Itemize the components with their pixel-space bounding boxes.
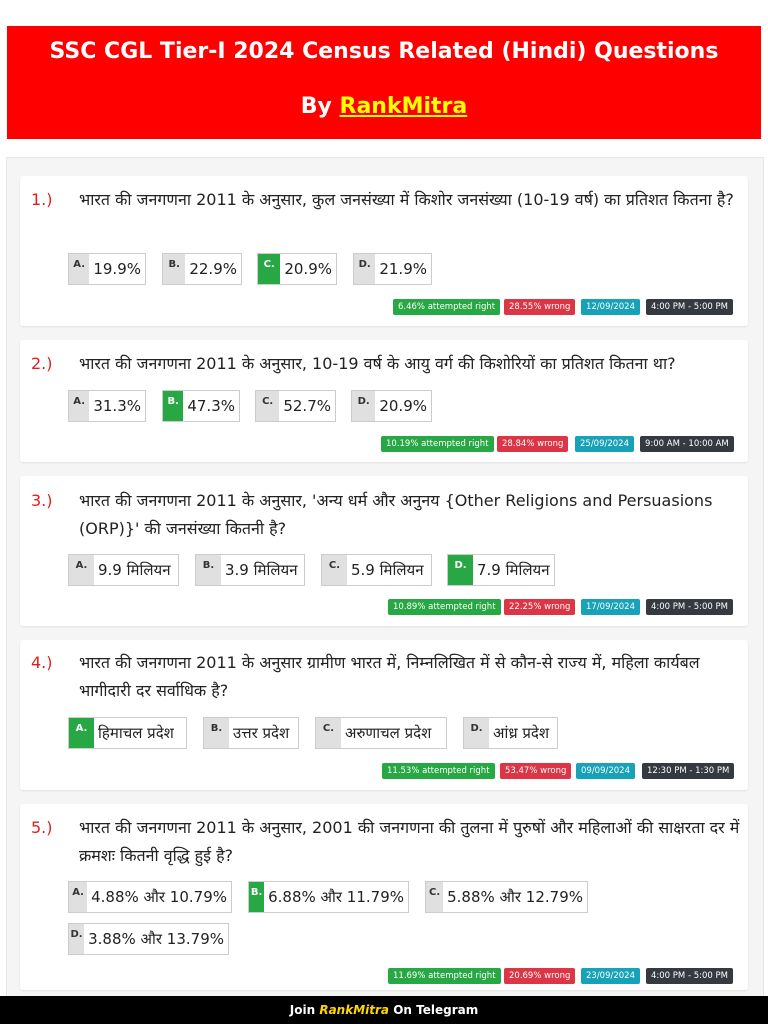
option-text: 22.9% xyxy=(189,260,237,278)
option-a[interactable] xyxy=(68,253,146,285)
option-b[interactable] xyxy=(203,717,299,749)
option-text: 9.9 मिलियन xyxy=(98,561,171,579)
option-letter: A. xyxy=(69,254,89,284)
option-letter: A. xyxy=(69,555,94,585)
date-badge: 23/09/2024 xyxy=(581,968,640,984)
brand-link[interactable]: RankMitra xyxy=(339,94,468,119)
option-letter: D. xyxy=(352,391,375,421)
option-a[interactable] xyxy=(68,554,179,586)
option-d[interactable] xyxy=(447,554,555,586)
question-text: भारत की जनगणना 2011 के अनुसार ग्रामीण भारत में, निम्नलिखित में से कौन-से राज्य में, महिला कार्यबल भागीदारी दर सर्वाधिक है? xyxy=(79,653,700,700)
option-text: अरुणाचल प्रदेश xyxy=(345,724,432,742)
option-c[interactable] xyxy=(315,717,447,749)
option-a[interactable] xyxy=(68,881,232,913)
question-number: 1.) xyxy=(31,190,53,209)
time-badge: 12:30 PM - 1:30 PM xyxy=(642,763,734,779)
question-number: 4.) xyxy=(31,653,53,672)
option-b[interactable] xyxy=(162,253,242,285)
option-letter: A. xyxy=(69,391,89,421)
wrong-badge: 28.84% wrong xyxy=(497,436,568,452)
option-text: 5.88% और 12.79% xyxy=(447,888,583,906)
question-number: 2.) xyxy=(31,354,53,373)
option-text: 52.7% xyxy=(283,397,331,415)
date-badge: 25/09/2024 xyxy=(575,436,634,452)
footer-join: Join xyxy=(289,1003,316,1017)
question-text: भारत की जनगणना 2011 के अनुसार, 'अन्य धर्म और अनुनय {Other Religions and Persuasions (ORP)}' की जनसंख्या कितनी है? xyxy=(79,491,713,538)
date-badge: 17/09/2024 xyxy=(581,599,640,615)
byline xyxy=(7,92,761,122)
option-letter: B. xyxy=(163,391,183,421)
date-badge: 12/09/2024 xyxy=(581,299,640,315)
question-text: भारत की जनगणना 2011 के अनुसार, 2001 की जनगणना की तुलना में पुरुषों और महिलाओं की साक्षरता दर में क्रमशः कितनी वृद्धि हुई है? xyxy=(79,818,740,865)
option-letter: C. xyxy=(258,254,280,284)
attempted-right-badge: 10.89% attempted right xyxy=(388,599,501,615)
byline-prefix: By xyxy=(300,94,332,119)
time-badge: 4:00 PM - 5:00 PM xyxy=(646,968,733,984)
option-text: 47.3% xyxy=(187,397,235,415)
wrong-badge: 28.55% wrong xyxy=(504,299,575,315)
option-a[interactable] xyxy=(68,390,146,422)
option-letter: B. xyxy=(196,555,221,585)
option-d[interactable] xyxy=(351,390,432,422)
page-header xyxy=(7,26,761,139)
option-c[interactable] xyxy=(321,554,432,586)
option-letter: D. xyxy=(69,924,84,954)
attempted-right-badge: 11.69% attempted right xyxy=(388,968,501,984)
option-letter: D. xyxy=(448,555,473,585)
option-b[interactable] xyxy=(248,881,409,913)
question-number: 3.) xyxy=(31,491,53,510)
option-text: 31.3% xyxy=(93,397,141,415)
wrong-badge: 22.25% wrong xyxy=(504,599,575,615)
option-b[interactable] xyxy=(162,390,240,422)
option-letter: C. xyxy=(322,555,347,585)
option-letter: B. xyxy=(249,882,264,912)
option-letter: B. xyxy=(204,718,229,748)
option-c[interactable] xyxy=(255,390,336,422)
option-c[interactable] xyxy=(425,881,588,913)
option-text: 6.88% और 11.79% xyxy=(268,888,404,906)
option-text: 20.9% xyxy=(284,260,332,278)
footer-rest: On Telegram xyxy=(393,1003,479,1017)
page-title: SSC CGL Tier-I 2024 Census Related (Hindi) Questions xyxy=(49,39,719,64)
option-text: 7.9 मिलियन xyxy=(477,561,550,579)
option-text: उत्तर प्रदेश xyxy=(233,724,290,742)
option-d[interactable] xyxy=(463,717,558,749)
question-text: भारत की जनगणना 2011 के अनुसार, कुल जनसंख्या में किशोर जनसंख्या (10-19 वर्ष) का प्रतिशत कितना है? xyxy=(79,190,734,209)
time-badge: 9:00 AM - 10:00 AM xyxy=(640,436,734,452)
wrong-badge: 53.47% wrong xyxy=(500,763,571,779)
time-badge: 4:00 PM - 5:00 PM xyxy=(646,599,733,615)
option-text: आंध्र प्रदेश xyxy=(493,724,550,742)
option-letter: B. xyxy=(163,254,185,284)
option-text: 3.88% और 13.79% xyxy=(88,930,224,948)
option-a[interactable] xyxy=(68,717,187,749)
attempted-right-badge: 6.46% attempted right xyxy=(393,299,500,315)
option-letter: C. xyxy=(426,882,443,912)
option-letter: C. xyxy=(316,718,341,748)
footer-brand: RankMitra xyxy=(319,1003,390,1017)
option-text: 20.9% xyxy=(379,397,427,415)
option-c[interactable] xyxy=(257,253,337,285)
wrong-badge: 20.69% wrong xyxy=(504,968,575,984)
option-text: 3.9 मिलियन xyxy=(225,561,298,579)
option-text: 19.9% xyxy=(93,260,141,278)
date-badge: 09/09/2024 xyxy=(576,763,635,779)
option-text: हिमाचल प्रदेश xyxy=(98,724,174,742)
option-d[interactable] xyxy=(353,253,432,285)
option-letter: C. xyxy=(256,391,279,421)
option-b[interactable] xyxy=(195,554,305,586)
telegram-footer[interactable] xyxy=(0,996,768,1024)
option-letter: A. xyxy=(69,718,94,748)
option-text: 5.9 मिलियन xyxy=(351,561,424,579)
option-letter: D. xyxy=(354,254,375,284)
question-text: भारत की जनगणना 2011 के अनुसार, 10-19 वर्ष के आयु वर्ग की किशोरियों का प्रतिशत कितना था? xyxy=(79,354,676,373)
option-letter: A. xyxy=(69,882,87,912)
option-text: 21.9% xyxy=(379,260,427,278)
attempted-right-badge: 11.53% attempted right xyxy=(382,763,495,779)
option-d[interactable] xyxy=(68,923,229,955)
time-badge: 4:00 PM - 5:00 PM xyxy=(646,299,733,315)
question-number: 5.) xyxy=(31,818,53,837)
attempted-right-badge: 10.19% attempted right xyxy=(381,436,494,452)
option-text: 4.88% और 10.79% xyxy=(91,888,227,906)
option-letter: D. xyxy=(464,718,489,748)
